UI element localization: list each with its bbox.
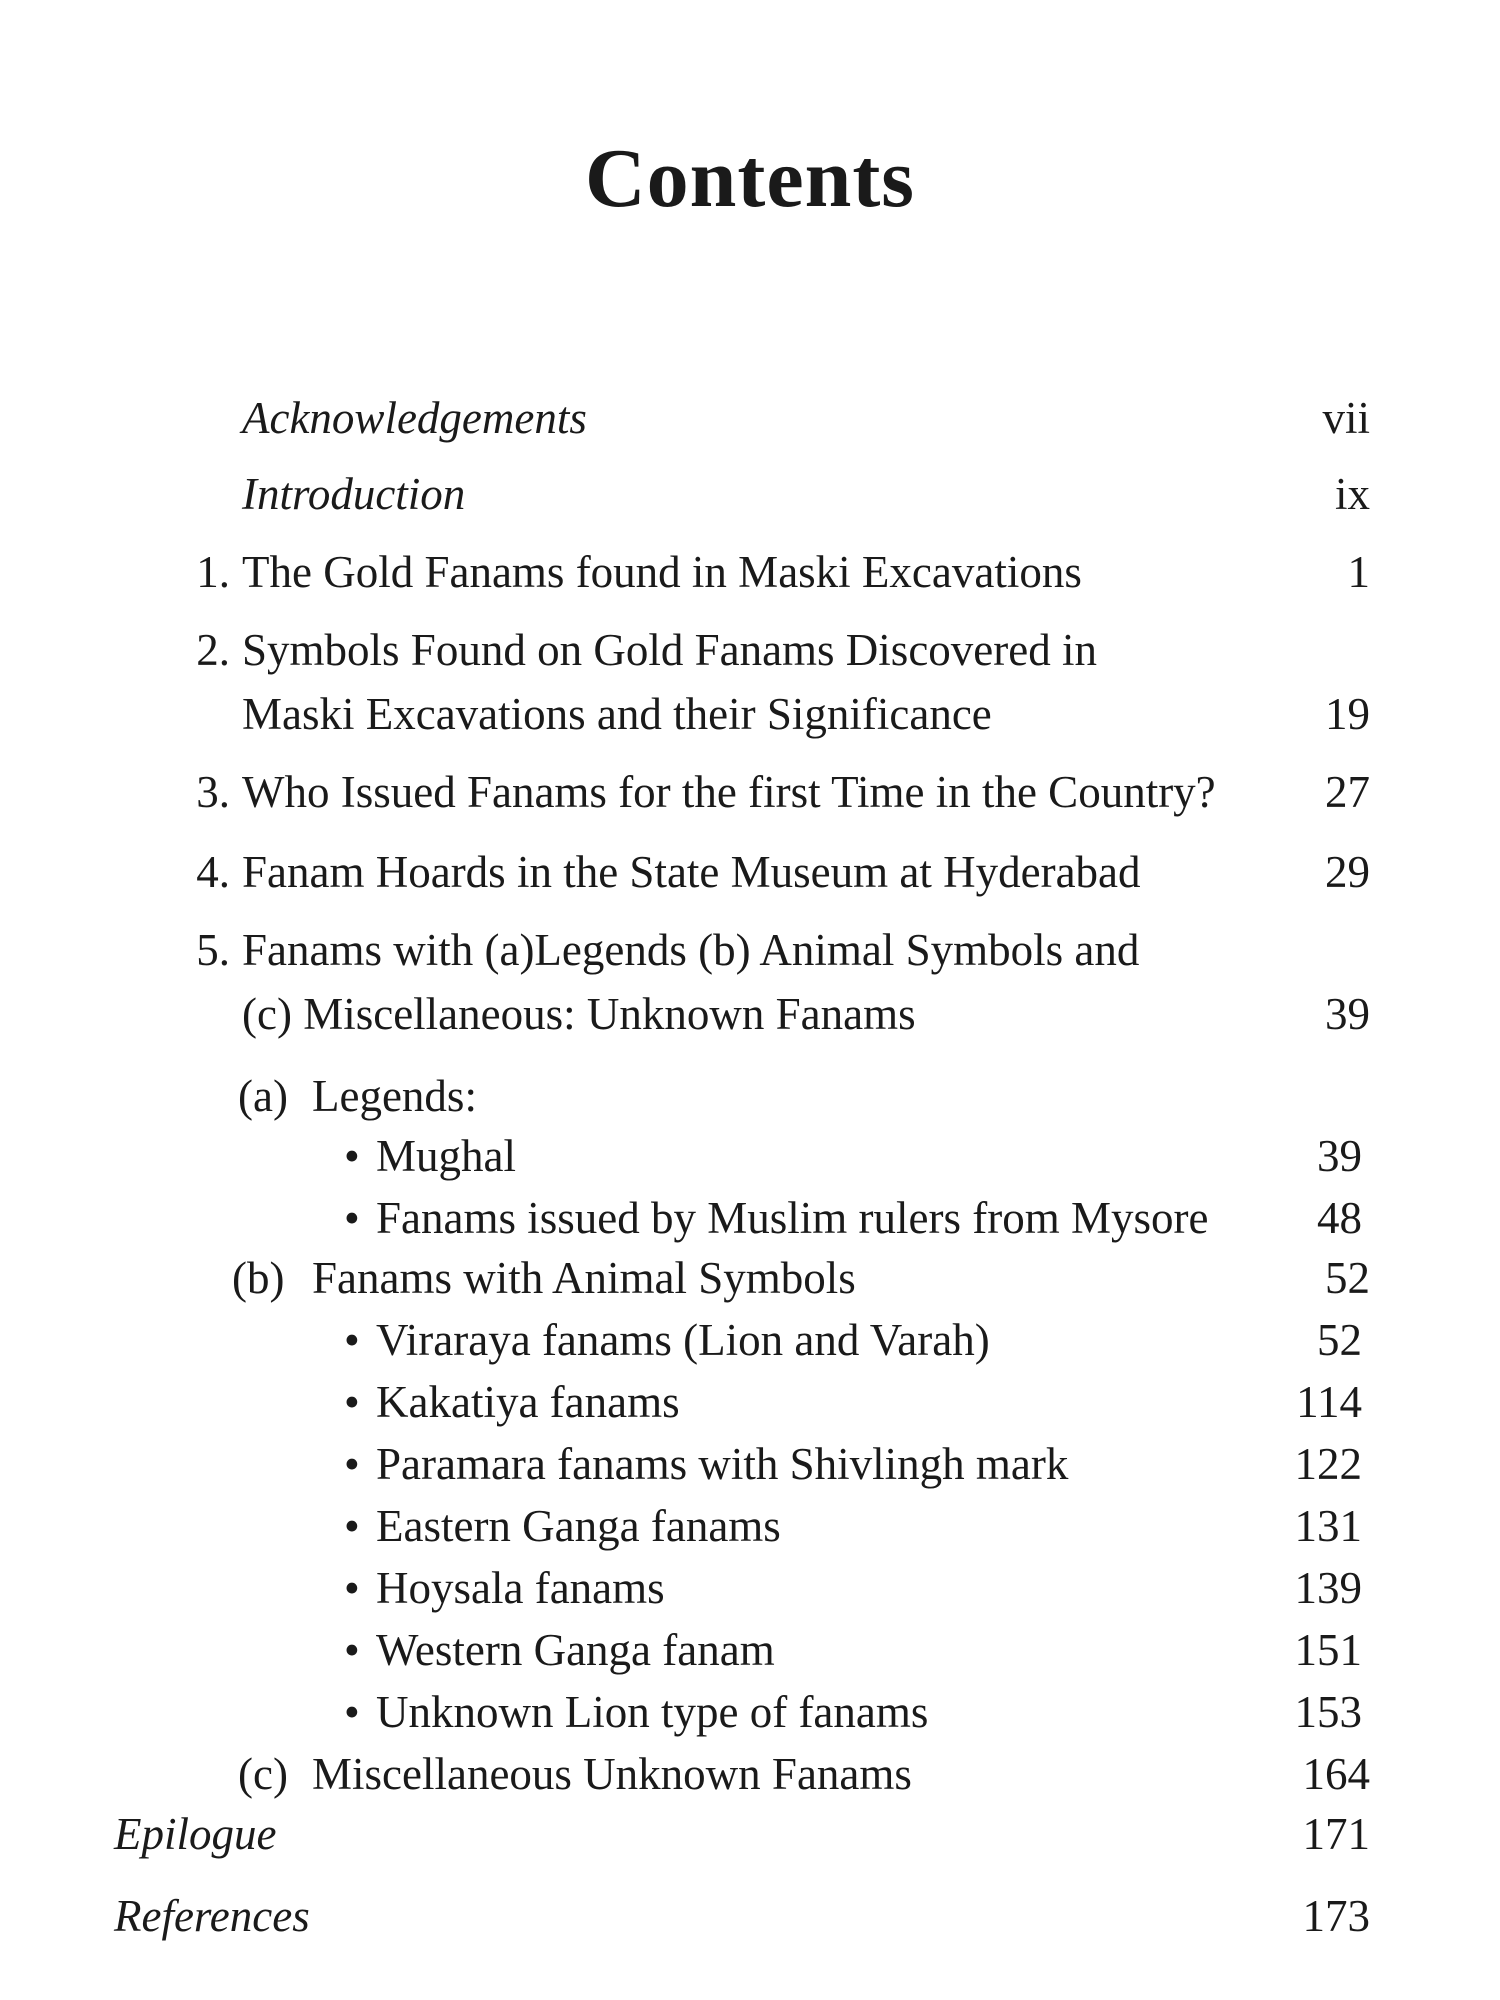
- toc-b-item-page: 139: [1294, 1563, 1362, 1613]
- toc-a-item: Mughal: [376, 1131, 516, 1181]
- toc-introduction-page: ix: [1334, 469, 1370, 519]
- toc-ch5-line2: (c) Miscellaneous: Unknown Fanams: [242, 989, 916, 1039]
- toc-ch1-page: 1: [1347, 547, 1370, 597]
- toc-ch4-number: 4.: [196, 847, 230, 897]
- toc-b-item: Western Ganga fanam: [376, 1625, 775, 1675]
- bullet-icon: •: [344, 1193, 360, 1243]
- toc-b-item: Kakatiya fanams: [376, 1377, 680, 1427]
- bullet-icon: •: [344, 1687, 360, 1737]
- toc-b-item-page: 131: [1294, 1501, 1362, 1551]
- toc-references-page: 173: [1302, 1891, 1370, 1941]
- bullet-icon: •: [344, 1439, 360, 1489]
- toc-sec-a: Legends:: [312, 1071, 477, 1121]
- toc-sec-c-page: 164: [1302, 1749, 1370, 1799]
- toc-b-item-page: 114: [1296, 1377, 1362, 1427]
- toc-ch2-line2: Maski Excavations and their Significance: [242, 689, 992, 739]
- toc-b-item-page: 122: [1294, 1439, 1362, 1489]
- toc-b-item: Paramara fanams with Shivlingh mark: [376, 1439, 1069, 1489]
- bullet-icon: •: [344, 1625, 360, 1675]
- bullet-icon: •: [344, 1563, 360, 1613]
- bullet-icon: •: [344, 1501, 360, 1551]
- bullet-icon: •: [344, 1377, 360, 1427]
- page-title: Contents: [584, 132, 915, 225]
- bullet-icon: •: [344, 1315, 360, 1365]
- toc-epilogue: Epilogue: [114, 1809, 277, 1859]
- toc-ch5-page: 39: [1325, 989, 1370, 1039]
- toc-ch5-number: 5.: [196, 925, 230, 975]
- bullet-icon: •: [344, 1131, 360, 1181]
- toc-ch2-page: 19: [1325, 689, 1370, 739]
- toc-ch1: The Gold Fanams found in Maski Excavations: [242, 547, 1082, 597]
- toc-b-item: Eastern Ganga fanams: [376, 1501, 781, 1551]
- toc-ch4: Fanam Hoards in the State Museum at Hyderabad: [242, 847, 1141, 897]
- toc-b-item: Hoysala fanams: [376, 1563, 665, 1613]
- toc-ch3: Who Issued Fanams for the first Time in the Country?: [242, 767, 1216, 817]
- toc-a-item-page: 39: [1317, 1131, 1362, 1181]
- toc-b-item-page: 52: [1317, 1315, 1362, 1365]
- toc-ch3-page: 27: [1325, 767, 1370, 817]
- toc-b-item: Unknown Lion type of fanams: [376, 1687, 929, 1737]
- toc-ch3-number: 3.: [196, 767, 230, 817]
- toc-acknowledgements: Acknowledgements: [242, 393, 587, 443]
- toc-ch4-page: 29: [1325, 847, 1370, 897]
- toc-ch2-line1: Symbols Found on Gold Fanams Discovered in: [242, 625, 1097, 675]
- toc-introduction: Introduction: [242, 469, 466, 519]
- toc-references: References: [114, 1891, 310, 1941]
- toc-b-item: Viraraya fanams (Lion and Varah): [376, 1315, 990, 1365]
- toc-ch5-line1: Fanams with (a)Legends (b) Animal Symbols and: [242, 925, 1140, 975]
- toc-sec-b-marker: (b): [232, 1253, 285, 1303]
- toc-b-item-page: 153: [1294, 1687, 1362, 1737]
- toc-sec-b: Fanams with Animal Symbols: [312, 1253, 856, 1303]
- toc-epilogue-page: 171: [1302, 1809, 1370, 1859]
- toc-sec-a-marker: (a): [238, 1071, 288, 1121]
- toc-sec-b-page: 52: [1325, 1253, 1370, 1303]
- toc-sec-c-marker: (c): [238, 1749, 288, 1799]
- toc-b-item-page: 151: [1294, 1625, 1362, 1675]
- toc-a-item-page: 48: [1317, 1193, 1362, 1243]
- toc-ch1-number: 1.: [196, 547, 230, 597]
- toc-a-item: Fanams issued by Muslim rulers from Mysore: [376, 1193, 1209, 1243]
- toc-sec-c: Miscellaneous Unknown Fanams: [312, 1749, 912, 1799]
- toc-acknowledgements-page: vii: [1322, 393, 1370, 443]
- toc-ch2-number: 2.: [196, 625, 230, 675]
